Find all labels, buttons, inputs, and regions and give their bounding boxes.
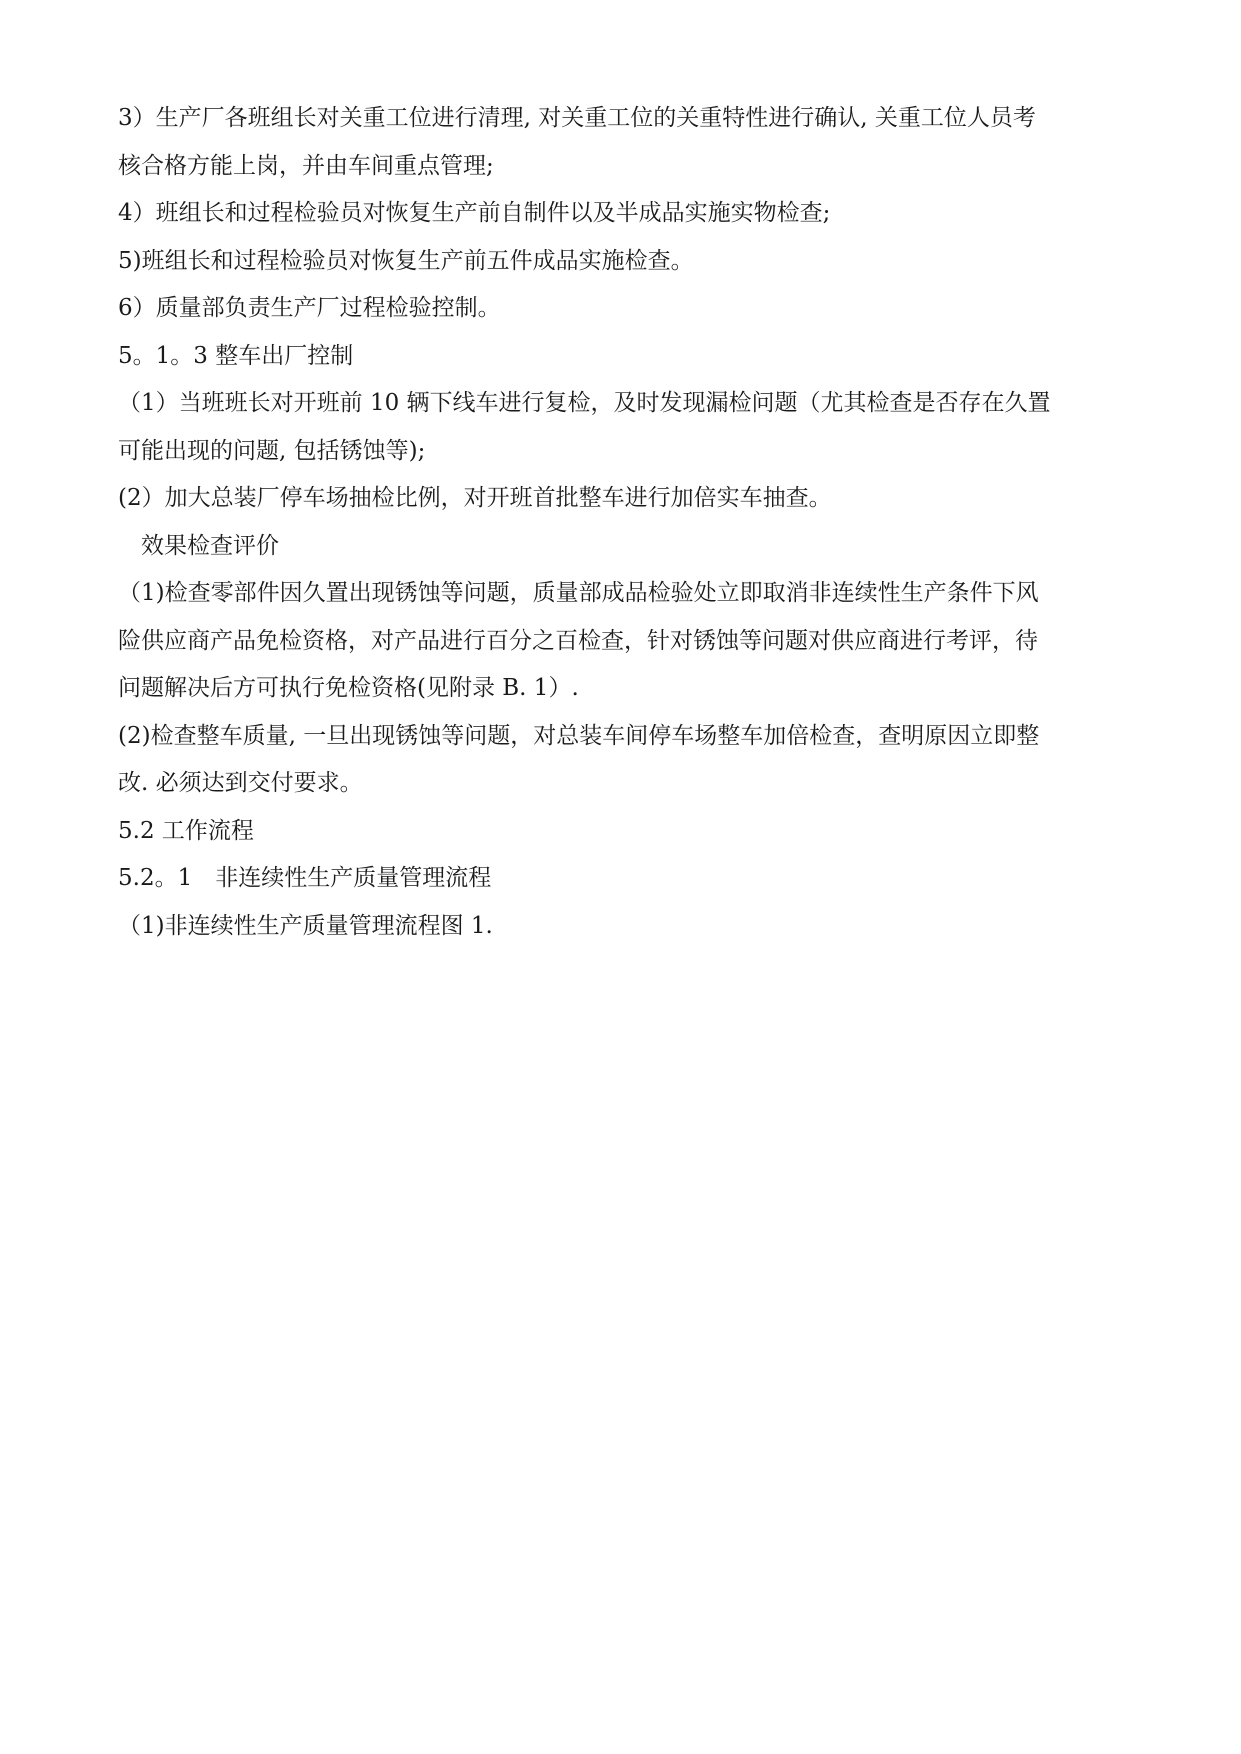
section-heading: 5.2。1 非连续性生产质量管理流程 [118,865,492,891]
text-line: (2)检查整车质量, 一旦出现锈蚀等问题，对总装车间停车场整车加倍检查，查明原因立即整 [118,722,1040,749]
text-line: 可能出现的问题, 包括锈蚀等); [118,437,426,464]
text-line: 5)班组长和过程检验员对恢复生产前五件成品实施检查。 [118,247,694,274]
text-line: 4）班组长和过程检验员对恢复生产前自制件以及半成品实施实物检查; [118,200,831,226]
text-line: 改. 必须达到交付要求。 [118,770,363,796]
text-line: 核合格方能上岗，并由车间重点管理; [118,152,494,179]
text-line: (2）加大总装厂停车场抽检比例，对开班首批整车进行加倍实车抽查。 [118,485,832,511]
text-line: （1)检查零部件因久置出现锈蚀等问题，质量部成品检验处立即取消非连续性生产条件下风 [118,580,1039,606]
section-heading: 效果检查评价 [118,532,279,559]
text-line: 问题解决后方可执行免检资格(见附录 B. 1）. [118,675,579,701]
section-heading: 5.2 工作流程 [118,817,254,844]
text-line: （1)非连续性生产质量管理流程图 1. [118,912,493,939]
text-line: 6）质量部负责生产厂过程检验控制。 [118,295,501,321]
section-heading: 5。1。3 整车出厂控制 [118,342,354,369]
text-line: 险供应商产品免检资格，对产品进行百分之百检查，针对锈蚀等问题对供应商进行考评，待 [118,627,1038,654]
document-body [118,95,1128,950]
text-line: 3）生产厂各班组长对关重工位进行清理, 对关重工位的关重特性进行确认, 关重工位人员考 [118,105,1036,131]
text-line: （1）当班班长对开班前 10 辆下线车进行复检，及时发现漏检问题（尤其检查是否存在久置 [118,390,1051,416]
